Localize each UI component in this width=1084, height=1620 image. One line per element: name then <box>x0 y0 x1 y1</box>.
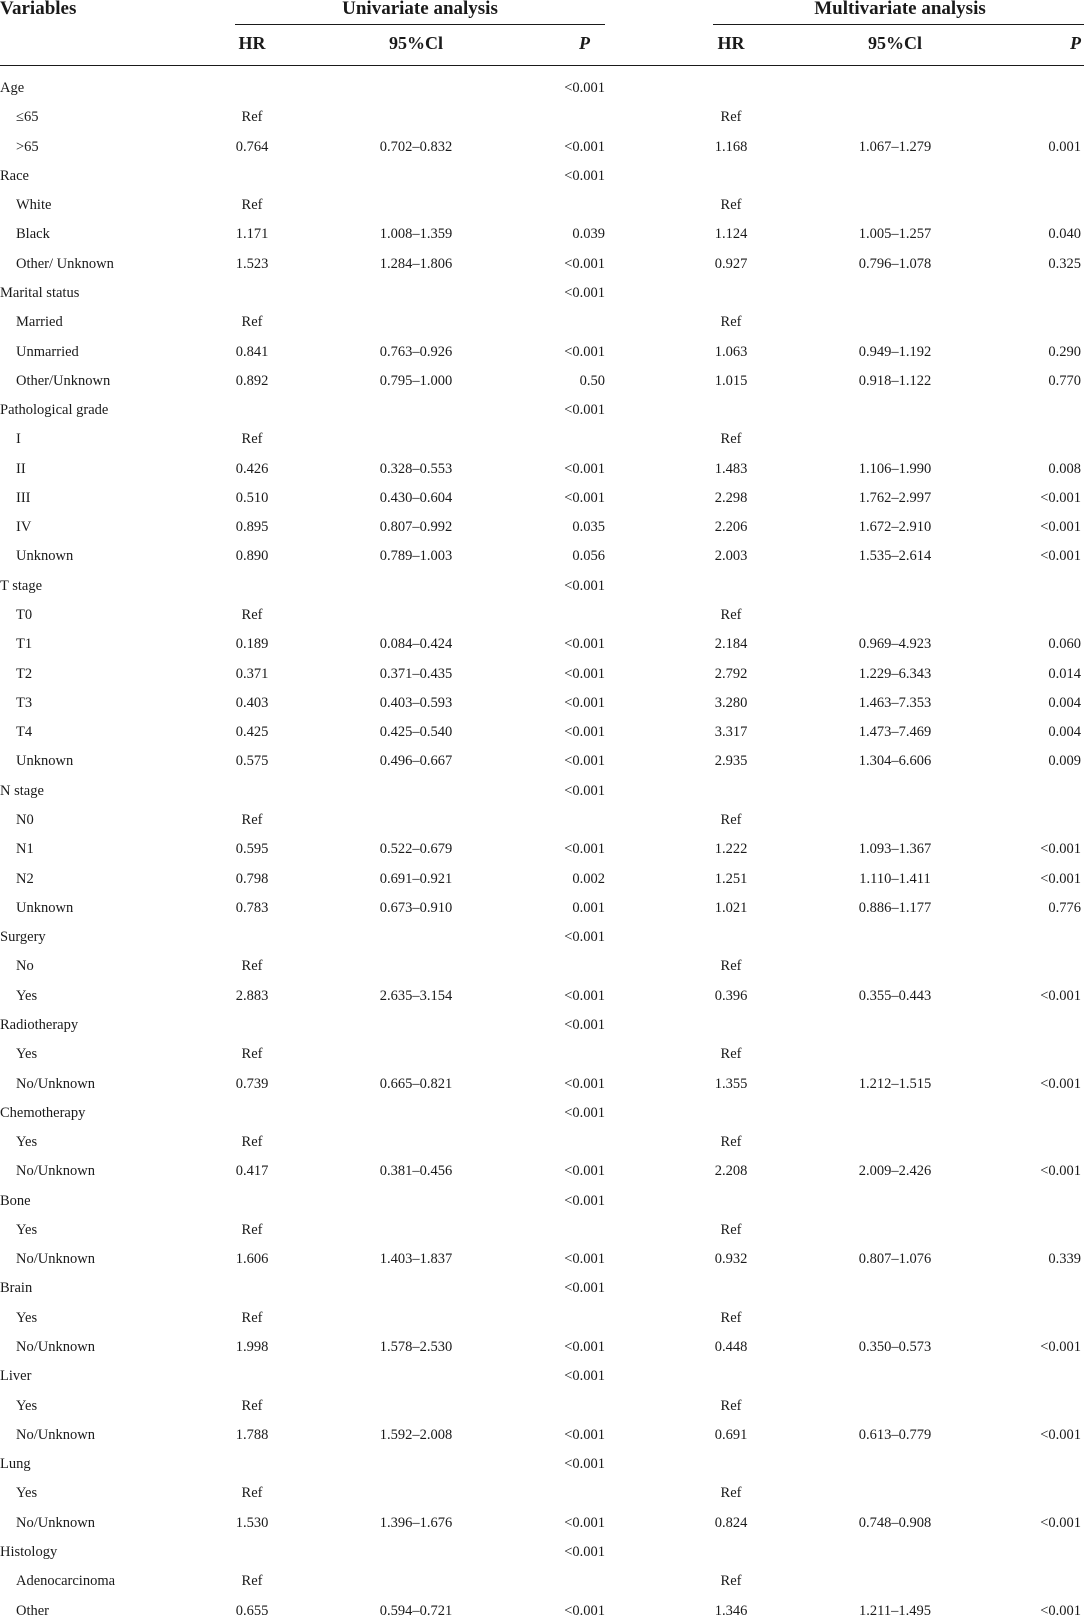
header-p-uni: P <box>579 33 590 53</box>
p-multivariate: <0.001 <box>1040 987 1081 1004</box>
ci-multivariate: 2.009–2.426 <box>858 1163 932 1180</box>
row-label: Other/ Unknown <box>16 255 114 272</box>
hr-univariate: Ref <box>241 431 263 448</box>
row-label: White <box>16 197 52 214</box>
hr-multivariate: 1.483 <box>714 460 748 477</box>
row-label: No/Unknown <box>16 1075 95 1092</box>
ci-multivariate: 1.005–1.257 <box>858 226 932 243</box>
p-multivariate: <0.001 <box>1040 1075 1081 1092</box>
p-univariate: <0.001 <box>564 636 605 653</box>
ci-multivariate: 0.807–1.076 <box>858 1251 932 1268</box>
hr-univariate: Ref <box>241 1309 263 1326</box>
hr-univariate: 0.417 <box>235 1163 269 1180</box>
ci-multivariate: 0.748–0.908 <box>858 1514 932 1531</box>
hr-univariate: 1.606 <box>235 1251 269 1268</box>
row-label: T3 <box>16 694 33 711</box>
p-multivariate: <0.001 <box>1040 1163 1081 1180</box>
hr-multivariate: 1.355 <box>714 1075 748 1092</box>
p-univariate: 0.50 <box>579 372 605 389</box>
ci-univariate: 0.084–0.424 <box>379 636 453 653</box>
p-univariate: <0.001 <box>564 577 605 594</box>
hr-univariate: 0.403 <box>235 694 269 711</box>
row-label: Unknown <box>16 753 74 770</box>
hr-multivariate: Ref <box>720 109 742 126</box>
ci-univariate: 0.789–1.003 <box>379 548 453 565</box>
row-label: Pathological grade <box>0 402 109 419</box>
hr-univariate: 0.655 <box>235 1602 269 1619</box>
row-label: III <box>16 489 31 506</box>
hr-univariate: Ref <box>241 812 263 828</box>
ci-multivariate: 0.918–1.122 <box>858 372 932 389</box>
p-univariate: <0.001 <box>564 1514 605 1531</box>
ci-univariate: 0.522–0.679 <box>379 841 453 858</box>
p-univariate: <0.001 <box>564 782 605 799</box>
p-multivariate: <0.001 <box>1040 548 1081 565</box>
p-univariate: <0.001 <box>564 1456 605 1473</box>
p-multivariate: <0.001 <box>1040 1426 1081 1443</box>
hr-multivariate: Ref <box>720 1134 742 1151</box>
row-label: Yes <box>16 1134 38 1151</box>
row-label: N0 <box>16 812 34 828</box>
row-label: No/Unknown <box>16 1426 95 1443</box>
row-label: Married <box>16 314 63 331</box>
ci-univariate: 1.592–2.008 <box>379 1426 453 1443</box>
p-univariate: <0.001 <box>564 402 605 419</box>
p-univariate: <0.001 <box>564 1602 605 1619</box>
p-univariate: 0.002 <box>572 870 605 887</box>
row-label: Other/Unknown <box>16 372 111 389</box>
p-multivariate: 0.004 <box>1048 724 1081 741</box>
p-multivariate: 0.040 <box>1048 226 1081 243</box>
p-multivariate: 0.325 <box>1048 255 1081 272</box>
p-multivariate: 0.009 <box>1048 753 1081 770</box>
row-label: Yes <box>16 1397 38 1414</box>
row-label: Other <box>16 1602 50 1619</box>
p-univariate: <0.001 <box>564 1426 605 1443</box>
ci-multivariate: 1.067–1.279 <box>858 138 932 155</box>
hr-univariate: Ref <box>241 958 263 975</box>
hr-multivariate: 1.015 <box>714 372 748 389</box>
hr-multivariate: 3.317 <box>714 724 748 741</box>
ci-univariate: 1.008–1.359 <box>379 226 453 243</box>
ci-univariate: 0.381–0.456 <box>379 1163 453 1180</box>
p-multivariate: <0.001 <box>1040 1339 1081 1356</box>
p-univariate: <0.001 <box>564 1192 605 1209</box>
hr-univariate: 1.523 <box>235 255 269 272</box>
hr-multivariate: 0.927 <box>714 255 748 272</box>
ci-univariate: 0.371–0.435 <box>379 665 453 682</box>
p-univariate: <0.001 <box>564 1163 605 1180</box>
row-label: T2 <box>16 665 33 682</box>
p-univariate: <0.001 <box>564 987 605 1004</box>
row-label: Lung <box>0 1456 31 1473</box>
ci-univariate: 0.425–0.540 <box>379 724 453 741</box>
row-label: No/Unknown <box>16 1251 95 1268</box>
p-univariate: <0.001 <box>564 167 605 184</box>
hr-univariate: Ref <box>241 1397 263 1414</box>
p-univariate: <0.001 <box>564 1251 605 1268</box>
p-multivariate: <0.001 <box>1040 489 1081 506</box>
hr-univariate: 0.890 <box>235 548 269 565</box>
row-label: I <box>16 431 21 448</box>
hr-multivariate: Ref <box>720 1397 742 1414</box>
p-multivariate: 0.290 <box>1048 343 1081 360</box>
ci-univariate: 0.328–0.553 <box>379 460 453 477</box>
ci-multivariate: 1.535–2.614 <box>858 548 932 565</box>
row-label: Black <box>16 226 50 243</box>
row-label: Bone <box>0 1192 31 1209</box>
hr-multivariate: 1.168 <box>714 138 748 155</box>
hr-multivariate: 2.184 <box>714 636 748 653</box>
ci-univariate: 0.430–0.604 <box>379 489 453 506</box>
p-univariate: 0.039 <box>572 226 605 243</box>
hr-multivariate: 0.824 <box>714 1514 748 1531</box>
ci-multivariate: 1.212–1.515 <box>858 1075 932 1092</box>
hr-univariate: 2.883 <box>235 987 269 1004</box>
hr-univariate: Ref <box>241 197 263 214</box>
ci-multivariate: 0.886–1.177 <box>858 899 932 916</box>
hr-multivariate: 2.792 <box>714 665 748 682</box>
row-label: T stage <box>0 577 43 594</box>
p-univariate: <0.001 <box>564 1544 605 1560</box>
hr-univariate: 1.171 <box>235 226 269 243</box>
row-label: T0 <box>16 607 33 624</box>
ci-multivariate: 1.211–1.495 <box>859 1602 931 1619</box>
p-univariate: <0.001 <box>564 489 605 506</box>
p-univariate: <0.001 <box>564 343 605 360</box>
hr-multivariate: 0.396 <box>714 987 748 1004</box>
p-multivariate: <0.001 <box>1040 1514 1081 1531</box>
hr-univariate: 0.892 <box>235 372 269 389</box>
p-univariate: <0.001 <box>564 841 605 858</box>
row-label: N1 <box>16 841 34 858</box>
p-multivariate: <0.001 <box>1040 1602 1081 1619</box>
hr-multivariate: 1.124 <box>714 226 748 243</box>
ci-univariate: 0.807–0.992 <box>379 519 453 536</box>
p-univariate: <0.001 <box>564 1280 605 1297</box>
hr-multivariate: Ref <box>720 958 742 975</box>
hr-multivariate: Ref <box>720 1046 742 1063</box>
ci-univariate: 0.496–0.667 <box>379 753 453 770</box>
hr-multivariate: Ref <box>720 431 742 448</box>
p-univariate: <0.001 <box>564 724 605 741</box>
ci-univariate: 1.578–2.530 <box>379 1339 453 1356</box>
hr-univariate: 0.739 <box>235 1075 269 1092</box>
ci-multivariate: 1.106–1.990 <box>858 460 932 477</box>
hr-univariate: Ref <box>241 314 263 331</box>
ci-univariate: 0.665–0.821 <box>379 1075 453 1092</box>
hr-multivariate: 1.251 <box>714 870 748 887</box>
row-label: Unknown <box>16 899 74 916</box>
hr-multivariate: 0.691 <box>714 1426 748 1443</box>
p-multivariate: 0.776 <box>1048 899 1081 916</box>
p-univariate: <0.001 <box>564 694 605 711</box>
ci-univariate: 2.635–3.154 <box>379 987 453 1004</box>
p-univariate: <0.001 <box>564 80 605 96</box>
row-label: T1 <box>16 636 33 653</box>
ci-multivariate: 0.350–0.573 <box>858 1339 932 1356</box>
row-label: Marital status <box>0 284 80 301</box>
row-label: No/Unknown <box>16 1339 95 1356</box>
hr-multivariate: 1.021 <box>714 899 748 916</box>
row-label: ≤65 <box>16 109 39 126</box>
hr-multivariate: 2.298 <box>714 489 748 506</box>
hr-univariate: Ref <box>241 1485 263 1502</box>
row-label: Age <box>0 80 25 96</box>
hr-univariate: 0.510 <box>235 489 269 506</box>
p-univariate: <0.001 <box>564 138 605 155</box>
hr-multivariate: 1.222 <box>714 841 748 858</box>
p-univariate: <0.001 <box>564 255 605 272</box>
hr-multivariate: Ref <box>720 1221 742 1238</box>
ci-multivariate: 1.672–2.910 <box>858 519 932 536</box>
row-label: Unmarried <box>16 343 79 360</box>
hr-univariate: Ref <box>241 607 263 624</box>
ci-multivariate: 1.762–2.997 <box>858 489 932 506</box>
header-multivariate: Multivariate analysis <box>814 0 986 19</box>
hr-univariate: Ref <box>241 1134 263 1151</box>
ci-univariate: 1.403–1.837 <box>379 1251 453 1268</box>
header-hr-multi: HR <box>717 33 745 53</box>
p-multivariate: 0.060 <box>1048 636 1081 653</box>
hr-multivariate: 2.208 <box>714 1163 748 1180</box>
hr-univariate: 0.595 <box>235 841 269 858</box>
hr-univariate: Ref <box>241 1221 263 1238</box>
p-univariate: <0.001 <box>564 284 605 301</box>
row-label: Yes <box>16 1309 38 1326</box>
hr-univariate: 0.798 <box>235 870 269 887</box>
row-label: N stage <box>0 782 44 799</box>
p-multivariate: <0.001 <box>1040 841 1081 858</box>
ci-univariate: 1.396–1.676 <box>379 1514 453 1531</box>
hr-multivariate: Ref <box>720 1573 742 1590</box>
hr-multivariate: Ref <box>720 197 742 214</box>
hr-multivariate: 0.448 <box>714 1339 748 1356</box>
hr-multivariate: Ref <box>720 812 742 828</box>
row-label: T4 <box>16 724 33 741</box>
p-univariate: <0.001 <box>564 929 605 946</box>
p-multivariate: 0.001 <box>1048 138 1081 155</box>
p-univariate: <0.001 <box>564 460 605 477</box>
hr-multivariate: 0.932 <box>714 1251 748 1268</box>
hr-univariate: 0.841 <box>235 343 269 360</box>
hr-univariate: 0.764 <box>235 138 269 155</box>
ci-multivariate: 1.304–6.606 <box>858 753 932 770</box>
hr-multivariate: 2.206 <box>714 519 748 536</box>
row-label: Yes <box>16 987 38 1004</box>
ci-multivariate: 1.110–1.411 <box>859 870 931 887</box>
hr-multivariate: 1.063 <box>714 343 748 360</box>
header-univariate: Univariate analysis <box>342 0 498 19</box>
row-label: Radiotherapy <box>0 1016 79 1033</box>
ci-univariate: 1.284–1.806 <box>379 255 453 272</box>
p-univariate: <0.001 <box>564 1104 605 1121</box>
p-univariate: <0.001 <box>564 1016 605 1033</box>
p-multivariate: 0.014 <box>1048 665 1081 682</box>
p-multivariate: <0.001 <box>1040 870 1081 887</box>
ci-univariate: 0.763–0.926 <box>379 343 453 360</box>
hr-univariate: Ref <box>241 109 263 126</box>
univariate-underline <box>235 24 605 25</box>
row-label: No/Unknown <box>16 1163 95 1180</box>
p-multivariate: 0.770 <box>1048 372 1081 389</box>
row-label: Chemotherapy <box>0 1104 86 1121</box>
ci-multivariate: 0.949–1.192 <box>858 343 932 360</box>
ci-multivariate: 1.093–1.367 <box>858 841 932 858</box>
p-univariate: <0.001 <box>564 1368 605 1385</box>
hr-univariate: Ref <box>241 1573 263 1590</box>
header-ci-multi: 95%Cl <box>868 33 922 53</box>
row-label: Unknown <box>16 548 74 565</box>
hr-univariate: 1.788 <box>235 1426 269 1443</box>
hr-univariate: 0.783 <box>235 899 269 916</box>
p-univariate: <0.001 <box>564 665 605 682</box>
ci-univariate: 0.795–1.000 <box>379 372 453 389</box>
ci-multivariate: 0.613–0.779 <box>858 1426 932 1443</box>
ci-univariate: 0.403–0.593 <box>379 694 453 711</box>
row-label: Histology <box>0 1544 58 1560</box>
ci-univariate: 0.691–0.921 <box>379 870 453 887</box>
hr-multivariate: Ref <box>720 1485 742 1502</box>
hr-univariate: 1.530 <box>235 1514 269 1531</box>
row-label: Yes <box>16 1046 38 1063</box>
ci-multivariate: 0.969–4.923 <box>858 636 932 653</box>
p-multivariate: 0.339 <box>1048 1251 1081 1268</box>
hr-multivariate: 2.935 <box>714 753 748 770</box>
hr-multivariate: Ref <box>720 1309 742 1326</box>
p-univariate: <0.001 <box>564 753 605 770</box>
row-label: Adenocarcinoma <box>16 1573 116 1590</box>
ci-multivariate: 0.796–1.078 <box>858 255 932 272</box>
ci-univariate: 0.702–0.832 <box>379 138 453 155</box>
header-p-multi: P <box>1070 33 1081 53</box>
p-univariate: <0.001 <box>564 1075 605 1092</box>
hr-univariate: Ref <box>241 1046 263 1063</box>
hr-multivariate: Ref <box>720 607 742 624</box>
p-multivariate: 0.004 <box>1048 694 1081 711</box>
hr-multivariate: 1.346 <box>714 1602 748 1619</box>
ci-multivariate: 1.229–6.343 <box>858 665 932 682</box>
p-univariate: 0.001 <box>572 899 605 916</box>
p-multivariate: 0.008 <box>1048 460 1081 477</box>
row-label: N2 <box>16 870 34 887</box>
ci-univariate: 0.594–0.721 <box>379 1602 453 1619</box>
multivariate-underline <box>713 24 1084 25</box>
header-hr-uni: HR <box>238 33 266 53</box>
ci-multivariate: 1.473–7.469 <box>858 724 932 741</box>
header-bottom-rule <box>0 65 1084 66</box>
row-label: Yes <box>16 1485 38 1502</box>
ci-univariate: 0.673–0.910 <box>379 899 453 916</box>
row-label: Race <box>0 167 29 184</box>
ci-multivariate: 0.355–0.443 <box>858 987 932 1004</box>
p-univariate: <0.001 <box>564 1339 605 1356</box>
hr-univariate: 0.189 <box>235 636 269 653</box>
row-label: Liver <box>0 1368 32 1385</box>
row-label: >65 <box>16 138 39 155</box>
row-label: Brain <box>0 1280 33 1297</box>
p-univariate: 0.056 <box>572 548 605 565</box>
hr-multivariate: 2.003 <box>714 548 748 565</box>
hr-univariate: 1.998 <box>235 1339 269 1356</box>
row-label: Yes <box>16 1221 38 1238</box>
ci-multivariate: 1.463–7.353 <box>858 694 932 711</box>
row-label: No/Unknown <box>16 1514 95 1531</box>
hr-multivariate: 3.280 <box>714 694 748 711</box>
header-variables: Variables <box>0 0 77 19</box>
hr-univariate: 0.426 <box>235 460 269 477</box>
hr-univariate: 0.371 <box>235 665 269 682</box>
hr-univariate: 0.575 <box>235 753 269 770</box>
p-multivariate: <0.001 <box>1040 519 1081 536</box>
row-label: No <box>16 958 34 975</box>
row-label: II <box>16 460 26 477</box>
p-univariate: 0.035 <box>572 519 605 536</box>
hr-univariate: 0.425 <box>235 724 269 741</box>
row-label: IV <box>16 519 32 536</box>
hr-multivariate: Ref <box>720 314 742 331</box>
hr-univariate: 0.895 <box>235 519 269 536</box>
row-label: Surgery <box>0 929 46 946</box>
header-ci-uni: 95%Cl <box>389 33 443 53</box>
